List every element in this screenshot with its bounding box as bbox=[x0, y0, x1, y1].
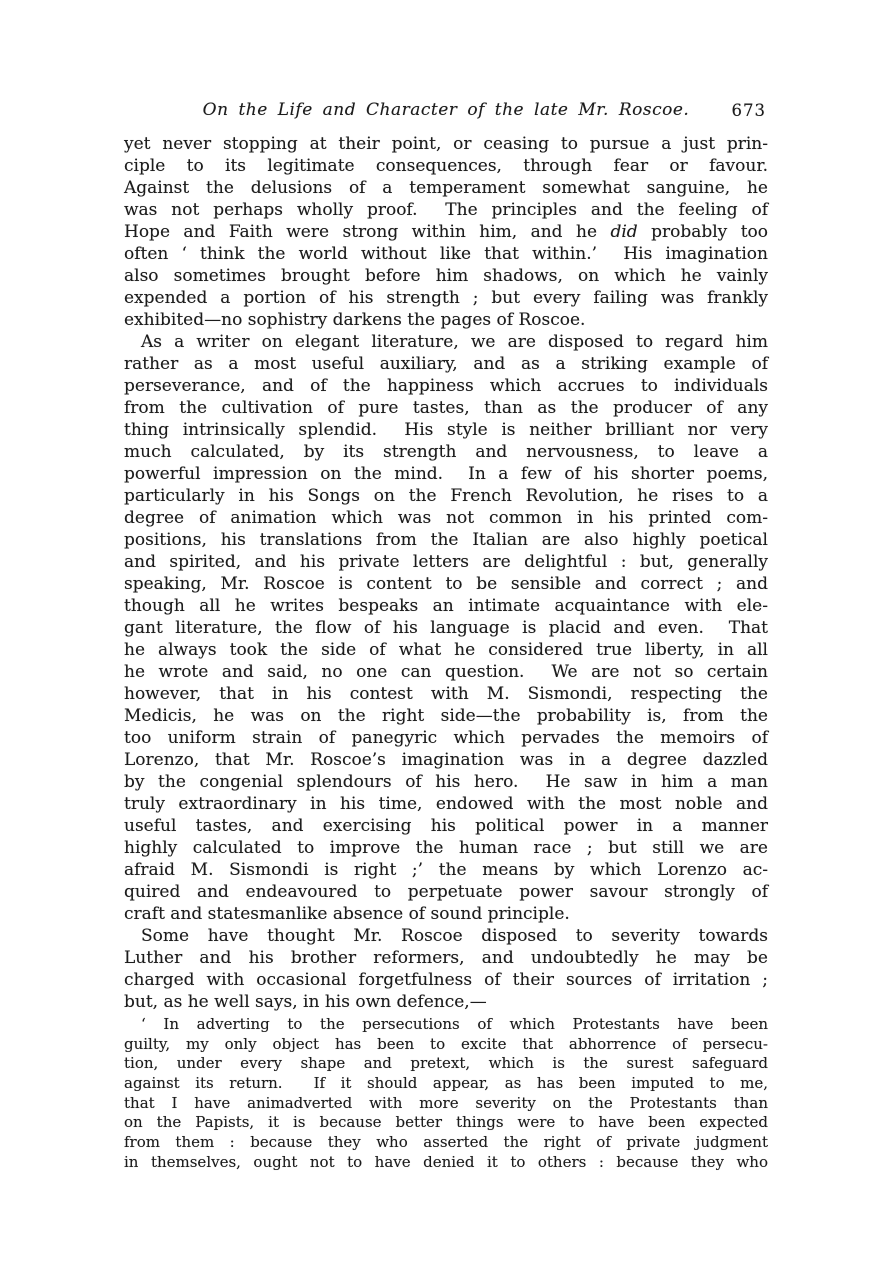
text-line: by the congenial splendours of his hero. He saw in him a man bbox=[124, 772, 768, 792]
text-line: perseverance, and of the happiness which accrues to individuals bbox=[124, 376, 768, 396]
third-paragraph bbox=[124, 925, 768, 1013]
text-body bbox=[124, 133, 768, 1173]
text-line: much calculated, by its strength and nervousness, to leave a bbox=[124, 442, 768, 462]
emphasized-word: did bbox=[610, 222, 638, 242]
text-line: was not perhaps wholly proof. The principles and the feeling of bbox=[124, 200, 768, 220]
text-line: quired and endeavoured to perpetuate power savour strongly of bbox=[124, 882, 768, 902]
text-line: charged with occasional forgetfulness of their sources of irritation ; bbox=[124, 970, 768, 990]
running-header-title: On the Life and Character of the late Mr. Roscoe. bbox=[202, 100, 690, 120]
text-line: useful tastes, and exercising his political power in a manner bbox=[124, 816, 768, 836]
text-line: but, as he well says, in his own defence,— bbox=[124, 992, 487, 1012]
text-line: thing intrinsically splendid. His style is neither brilliant nor very bbox=[124, 420, 768, 440]
text-line: ‘ In adverting to the persecutions of which Protestants have been bbox=[141, 1015, 768, 1033]
text-line: Hope and Faith were strong within him, and he did probably too bbox=[124, 222, 769, 242]
text-line: Luther and his brother reformers, and undoubtedly he may be bbox=[124, 948, 768, 968]
text-line: and spirited, and his private letters are delightful : but, generally bbox=[124, 552, 768, 572]
text-line: on the Papists, it is because better things were to have been expected bbox=[124, 1113, 768, 1132]
second-paragraph bbox=[124, 331, 768, 925]
text-line: Some have thought Mr. Roscoe disposed to severity towards bbox=[141, 926, 768, 946]
text-line: expended a portion of his strength ; but every failing was frankly bbox=[124, 288, 768, 308]
opening-paragraph bbox=[124, 133, 768, 331]
text-line: particularly in his Songs on the French Revolution, he rises to a bbox=[124, 486, 768, 506]
text-line: however, that in his contest with M. Sismondi, respecting the bbox=[124, 684, 768, 704]
text-line: powerful impression on the mind. In a few of his shorter poems, bbox=[124, 464, 768, 484]
text-line: guilty, my only object has been to excite that abhorrence of persecu- bbox=[124, 1034, 768, 1053]
text-line: from them : because they who asserted the right of private judgment bbox=[124, 1133, 768, 1152]
text-line: gant literature, the flow of his language is placid and even. That bbox=[124, 618, 768, 638]
text-line: ciple to its legitimate consequences, through fear or favour. bbox=[124, 156, 768, 176]
text-line: yet never stopping at their point, or ceasing to pursue a just prin- bbox=[124, 134, 768, 154]
text-line: rather as a most useful auxiliary, and as a striking example of bbox=[124, 354, 768, 374]
text-line: he wrote and said, no one can question. We are not so certain bbox=[124, 662, 768, 682]
text-line: he always took the side of what he considered true liberty, in all bbox=[124, 640, 768, 660]
text-line: Medicis, he was on the right side—the probability is, from the bbox=[124, 706, 768, 726]
page-number: 673 bbox=[731, 101, 766, 120]
extract-quotation bbox=[124, 1015, 768, 1173]
text-line: As a writer on elegant literature, we are disposed to regard him bbox=[141, 332, 768, 352]
text-line: truly extraordinary in his time, endowed with the most noble and bbox=[124, 794, 768, 814]
text-line: speaking, Mr. Roscoe is content to be sensible and correct ; and bbox=[124, 574, 768, 594]
text-line: against its return. If it should appear, as has been imputed to me, bbox=[124, 1074, 768, 1093]
text-line: in themselves, ought not to have denied it to others : because they who bbox=[124, 1152, 768, 1171]
text-line: highly calculated to improve the human race ; but still we are bbox=[124, 838, 768, 858]
text-line: afraid M. Sismondi is right ;’ the means by which Lorenzo ac- bbox=[124, 860, 768, 880]
text-line: Against the delusions of a temperament somewhat sanguine, he bbox=[124, 178, 768, 198]
text-line: too uniform strain of panegyric which pervades the memoirs of bbox=[124, 728, 768, 748]
text-line: also sometimes brought before him shadows, on which he vainly bbox=[124, 266, 768, 286]
text-line: often ‘ think the world without like that within.’ His imagination bbox=[124, 244, 768, 264]
text-line: that I have animadverted with more severity on the Protestants than bbox=[124, 1093, 768, 1112]
text-line: positions, his translations from the Italian are also highly poetical bbox=[124, 530, 768, 550]
text-line: exhibited—no sophistry darkens the pages of Roscoe. bbox=[124, 310, 586, 330]
text-line: Lorenzo, that Mr. Roscoe’s imagination was in a degree dazzled bbox=[124, 750, 768, 770]
text-line: tion, under every shape and pretext, which is the surest safeguard bbox=[124, 1054, 768, 1073]
running-header bbox=[124, 100, 768, 124]
text-line: from the cultivation of pure tastes, than as the producer of any bbox=[124, 398, 768, 418]
text-line: craft and statesmanlike absence of sound principle. bbox=[124, 904, 570, 924]
text-line: though all he writes bespeaks an intimate acquaintance with ele- bbox=[124, 596, 768, 616]
text-line: degree of animation which was not common in his printed com- bbox=[124, 508, 768, 528]
